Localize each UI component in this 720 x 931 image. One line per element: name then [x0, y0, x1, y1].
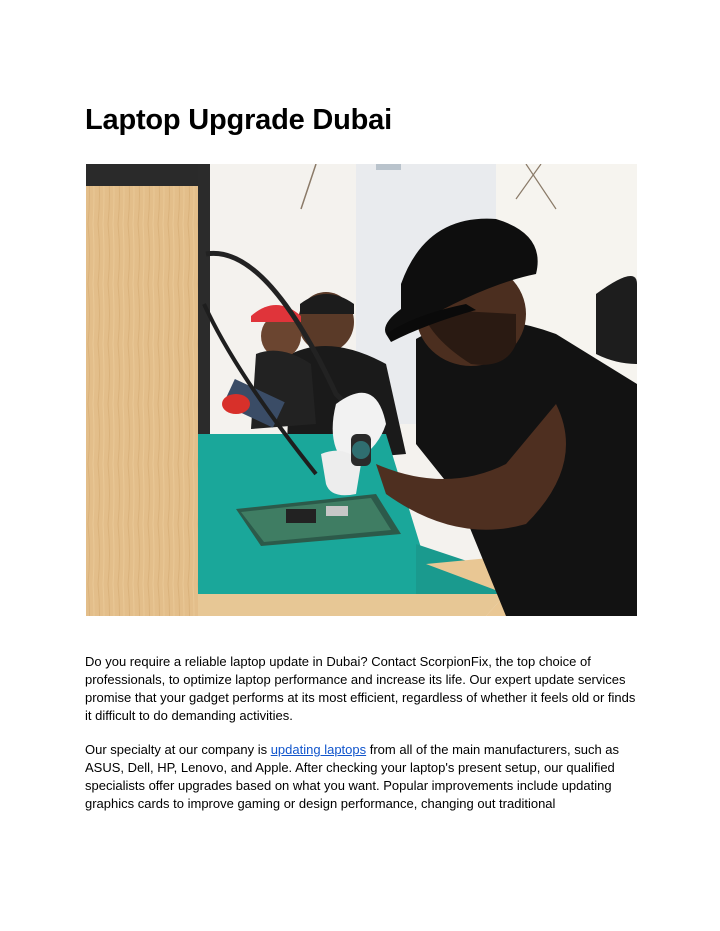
repair-photo	[86, 164, 637, 616]
specialty-paragraph	[85, 741, 645, 813]
specialty-text-start: Our specialty at our company is	[85, 742, 271, 757]
intro-paragraph: Do you require a reliable laptop update in Dubai? Contact ScorpionFix, the top choice of professionals, to optimize laptop performance and increase its life. Our expert update services promise that your gadget performs at its most efficient, regardless of whether it feels old or finds it difficult to do demanding activities.	[85, 654, 636, 723]
page-title: Laptop Upgrade Dubai	[85, 104, 392, 136]
updating-laptops-link[interactable]: updating laptops	[270, 742, 367, 757]
specialty-text-end: from all of the main manufacturers, such as ASUS, Dell, HP, Lenovo, and Apple. After checking your laptop's present setup, our qualified specialists offer upgrades based on what you want. Popular improvements include updating graphics cards to improve gaming or design performance, changing out traditional	[85, 742, 620, 811]
